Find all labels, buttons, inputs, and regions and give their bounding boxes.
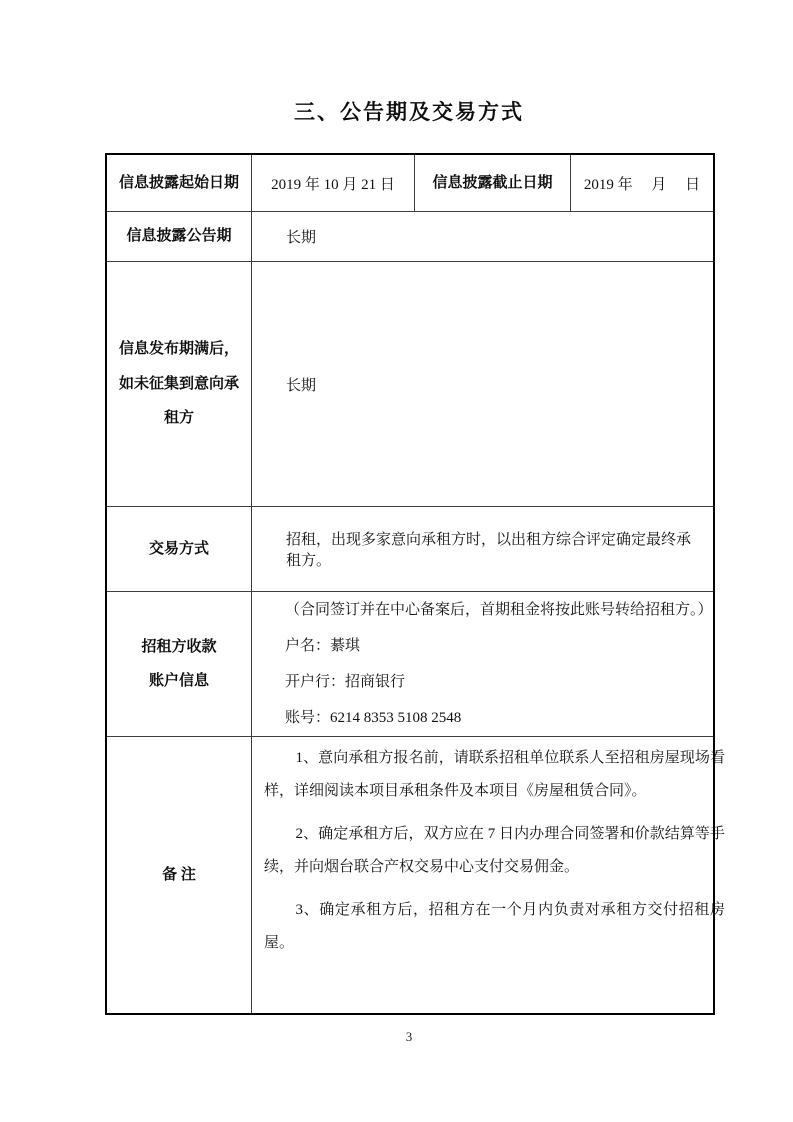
label-after-expiry xyxy=(107,262,251,506)
section-title: 三、公告期及交易方式 xyxy=(294,100,524,124)
account-note: （合同签订并在中心备案后，首期租金将按此账号转给招租方。） xyxy=(285,602,713,618)
table-row-remarks xyxy=(107,736,725,1013)
table-row-transaction-method xyxy=(107,506,713,591)
label-after-expiry-line2: 如未征集到意向承 xyxy=(118,375,239,392)
value-transaction-method: 招租，出现多家意向承租方时，以出租方综合评定确定最终承租方。 xyxy=(251,507,713,591)
page-number: 3 xyxy=(405,1029,413,1044)
table-row-disclosure-dates xyxy=(107,155,713,211)
table-row-announcement-period xyxy=(107,211,713,261)
value-after-expiry: 长期 xyxy=(251,262,713,506)
account-holder-name: 户名：綦琪 xyxy=(285,638,361,654)
remarks-list xyxy=(252,737,735,965)
label-after-expiry-line1: 信息发布期满后， xyxy=(118,341,239,358)
label-after-expiry-line3: 租方 xyxy=(163,410,194,427)
account-number: 账号：6214 8353 5108 2548 xyxy=(285,710,462,726)
value-account-info xyxy=(251,592,713,736)
label-account-info-line2: 账户信息 xyxy=(148,673,209,689)
label-disclosure-end-date: 信息披露截止日期 xyxy=(414,155,570,211)
value-announcement-period: 长期 xyxy=(251,212,713,261)
remark-item-2: 2、确定承租方后，双方应在 7 日内办理合同签署和价款结算等手续，并向烟台联合产权交易中心支付交易佣金。 xyxy=(264,826,725,875)
label-account-info xyxy=(107,592,251,736)
value-disclosure-end-date: 2019 年 月 日 xyxy=(570,155,713,211)
table-row-after-expiry xyxy=(107,261,713,506)
label-remarks: 备 注 xyxy=(162,866,196,883)
remark-item-3: 3、确定承租方后，招租方在一个月内负责对承租方交付招租房屋。 xyxy=(264,902,725,951)
label-announcement-period: 信息披露公告期 xyxy=(126,228,232,245)
label-disclosure-start-date: 信息披露起始日期 xyxy=(118,174,239,191)
account-bank: 开户行：招商银行 xyxy=(285,674,406,690)
value-remarks xyxy=(251,737,725,1013)
account-details xyxy=(252,592,756,736)
announcement-table xyxy=(105,153,725,1015)
label-account-info-line1: 招租方收款 xyxy=(141,638,217,655)
label-transaction-method: 交易方式 xyxy=(148,540,209,557)
table-row-account-info xyxy=(107,591,713,736)
value-disclosure-start-date: 2019 年 10 月 21 日 xyxy=(251,155,414,211)
remark-item-1: 1、意向承租方报名前，请联系招租单位联系人至招租房屋现场看样，详细阅读本项目承租条件及本项目《房屋租赁合同》。 xyxy=(264,750,725,799)
